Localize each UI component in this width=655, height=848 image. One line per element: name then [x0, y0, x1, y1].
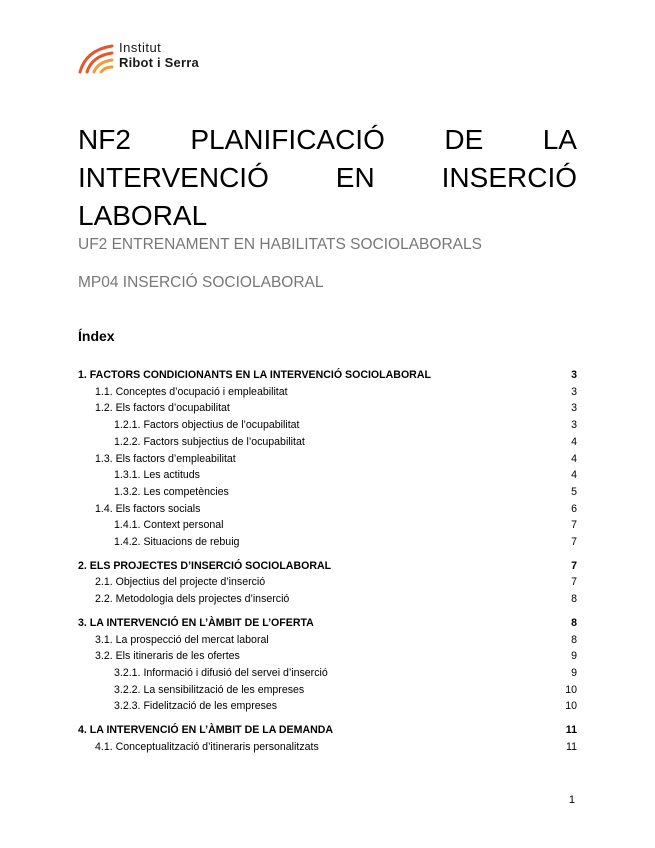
toc-entry-label: 3.1. La prospecció del mercat laboral	[95, 633, 269, 646]
toc-entry-label: 1.2. Els factors d’ocupabilitat	[95, 402, 230, 415]
toc-entry[interactable]	[78, 682, 577, 699]
toc-entry-label: 1. FACTORS CONDICIONANTS EN LA INTERVENCIÓ SOCIOLABORAL	[78, 369, 431, 381]
toc-entry[interactable]	[78, 739, 577, 756]
toc-entry-label: 2. ELS PROJECTES D’INSERCIÓ SOCIOLABORAL	[78, 559, 332, 572]
toc-entry-page: 10	[565, 700, 577, 713]
toc-entry[interactable]	[78, 384, 577, 401]
toc-entry[interactable]	[78, 400, 577, 417]
toc-entry-page: 4	[571, 469, 577, 482]
toc-entry-label: 3.2.3. Fidelització de les empreses	[114, 700, 278, 713]
institute-logo	[78, 40, 218, 76]
toc-entry[interactable]	[78, 558, 577, 575]
subtitle-unit: UF2 ENTRENAMENT EN HABILITATS SOCIOLABORALS	[78, 236, 482, 253]
toc-entry-label: 1.3. Els factors d’empleabilitat	[95, 452, 236, 465]
toc-entry-page: 7	[571, 536, 577, 549]
toc-entry-page: 3	[571, 385, 577, 398]
toc-entry-label: 1.4.2. Situacions de rebuig	[114, 536, 240, 549]
toc-entry-label: 1.2.1. Factors objectius de l’ocupabilitat	[114, 419, 300, 432]
toc-entry[interactable]	[78, 484, 577, 501]
index-heading: Índex	[78, 328, 115, 344]
toc-entry-page: 9	[571, 666, 577, 679]
logo-line-1: Institut	[119, 40, 162, 55]
toc-entry-page: 9	[571, 650, 577, 663]
toc-entry-label: 3.2.1. Informació i difusió del servei d’inserció	[114, 666, 328, 679]
title-line-1: NF2 PLANIFICACIÓ DE LA	[78, 124, 577, 155]
toc-entry-page: 4	[571, 435, 577, 448]
toc-entry[interactable]	[78, 451, 577, 468]
toc-entry-label: 1.3.2. Les competències	[114, 485, 229, 498]
subtitle-module: MP04 INSERCIÓ SOCIOLABORAL	[78, 274, 324, 291]
toc-entry-page: 10	[565, 683, 577, 696]
toc-entry-label: 2.1. Objectius del projecte d’inserció	[95, 576, 266, 589]
toc-entry-page: 7	[571, 576, 577, 589]
toc-entry-label: 1.4.1. Context personal	[114, 519, 224, 532]
toc-entry-label: 1.1. Conceptes d’ocupació i empleabilitat	[95, 385, 288, 398]
toc-entry-label: 2.2. Metodologia dels projectes d’inserció	[95, 593, 290, 606]
toc-entry[interactable]	[78, 517, 577, 534]
page-number: 1	[568, 794, 575, 806]
toc-entry[interactable]	[78, 434, 577, 451]
toc-entry-page: 11	[565, 724, 577, 737]
toc-entry-page: 8	[571, 593, 577, 606]
toc-entry-page: 11	[566, 740, 577, 753]
logo-text	[119, 40, 199, 70]
toc-entry-label: 3.2.2. La sensibilització de les empreses	[114, 683, 305, 696]
toc-entry[interactable]	[78, 467, 577, 484]
toc-entry[interactable]	[78, 698, 577, 715]
logo-arcs-icon	[78, 42, 116, 74]
title-line-2: INTERVENCIÓ EN INSERCIÓ	[78, 162, 577, 193]
logo-line-2: Ribot i Serra	[119, 55, 199, 70]
toc-entry-label: 3. LA INTERVENCIÓ EN L’ÀMBIT DE L’OFERTA	[78, 616, 314, 629]
toc-entry-page: 7	[571, 559, 577, 572]
toc-entry-label: 1.2.2. Factors subjectius de l’ocupabilitat	[114, 435, 305, 448]
toc-entry[interactable]	[78, 417, 577, 434]
toc-entry-page: 5	[571, 485, 577, 498]
toc-entry-page: 6	[571, 502, 577, 515]
toc-entry-label: 1.4. Els factors socials	[95, 502, 201, 515]
toc-entry-page: 3	[571, 369, 577, 381]
toc-entry-page: 3	[571, 402, 577, 415]
toc-entry[interactable]	[78, 367, 577, 384]
toc-entry-page: 8	[571, 633, 577, 646]
toc-entry[interactable]	[78, 615, 577, 632]
toc-entry[interactable]	[78, 534, 577, 551]
toc-entry-page: 7	[571, 519, 577, 532]
toc-entry-label: 4. LA INTERVENCIÓ EN L’ÀMBIT DE LA DEMANDA	[78, 724, 334, 737]
toc-entry[interactable]	[78, 722, 577, 739]
title-line-3: LABORAL	[78, 200, 208, 231]
toc-entry[interactable]	[78, 632, 577, 649]
toc-entry-label: 4.1. Conceptualització d’itineraris personalitzats	[95, 740, 319, 753]
toc-entry[interactable]	[78, 648, 577, 665]
document-title	[78, 121, 577, 235]
toc-entry-label: 1.3.1. Les actituds	[114, 469, 200, 482]
toc-entry-page: 8	[571, 616, 577, 629]
table-of-contents	[78, 367, 577, 755]
toc-entry[interactable]	[78, 591, 577, 608]
toc-entry-page: 3	[571, 419, 577, 432]
toc-entry[interactable]	[78, 501, 577, 518]
toc-entry[interactable]	[78, 665, 577, 682]
toc-entry-page: 4	[571, 452, 577, 465]
toc-entry-label: 3.2. Els itineraris de les ofertes	[95, 650, 240, 663]
toc-entry[interactable]	[78, 574, 577, 591]
